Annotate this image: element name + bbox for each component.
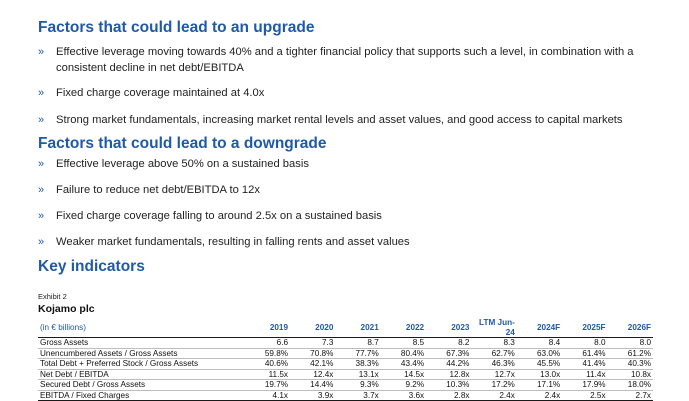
table-cell: 80.4% [381,348,426,359]
key-indicators-heading: Key indicators [38,258,145,275]
list-item: » Failure to reduce net debt/EBITDA to 12x [38,184,260,196]
table-cell: 12.8x [426,369,471,380]
bullet-chevron-icon: » [38,210,45,222]
table-cell: 6.6 [245,338,290,349]
table-cell: 77.7% [335,348,380,359]
bullet-chevron-icon: » [38,158,45,170]
column-header: 2023 [426,318,471,338]
table-cell: 12.7x [471,369,516,380]
table-cell: 46.3% [471,359,516,370]
upgrade-heading: Factors that could lead to an upgrade [38,19,315,36]
table-cell: 2.7x [608,390,653,401]
table-cell: 14.5x [381,369,426,380]
table-cell: 14.4% [290,380,335,391]
table-cell: 17.9% [562,380,607,391]
table-row [38,369,653,380]
table-cell: 61.2% [608,348,653,359]
table-cell: 2.4x [517,390,562,401]
table-cell: 2.4x [471,390,516,401]
table-cell: 38.3% [335,359,380,370]
table-cell: 40.6% [245,359,290,370]
list-item: » Fixed charge coverage maintained at 4.0x [38,87,265,99]
table-row [38,338,653,349]
table-cell: 18.0% [608,380,653,391]
row-label: Unencumbered Assets / Gross Assets [38,348,245,359]
column-header: 2024F [517,318,562,338]
unit-label: (in € billions) [38,318,245,338]
column-header: 2019 [245,318,290,338]
table-cell: 8.5 [381,338,426,349]
table-row [38,348,653,359]
list-item: » Effective leverage moving towards 40% and a tighter financial policy that supports such a level, in combination with a consistent decline in net debt/EBITDA [38,46,634,74]
list-item: » Fixed charge coverage falling to around 2.5x on a sustained basis [38,210,382,222]
table-cell: 9.3% [335,380,380,391]
table-cell: 44.2% [426,359,471,370]
column-header: 2022 [381,318,426,338]
table-cell: 11.5x [245,369,290,380]
table-cell: 10.8x [608,369,653,380]
row-label: Secured Debt / Gross Assets [38,380,245,391]
table-header-row [38,318,653,338]
table-row [38,390,653,401]
table-cell: 13.0x [517,369,562,380]
bullet-chevron-icon: » [38,236,45,248]
table-cell: 61.4% [562,348,607,359]
table-cell: 8.0 [562,338,607,349]
table-cell: 11.4x [562,369,607,380]
column-header: LTM Jun-24 [471,318,516,338]
table-cell: 45.5% [517,359,562,370]
row-label: Gross Assets [38,338,245,349]
table-cell: 3.9x [290,390,335,401]
table-cell: 17.2% [471,380,516,391]
upgrade-factors-list [38,44,668,128]
table-cell: 10.3% [426,380,471,391]
table-cell: 13.1x [335,369,380,380]
table-cell: 62.7% [471,348,516,359]
column-header: 2021 [335,318,380,338]
list-item: » Strong market fundamentals, increasing market rental levels and asset values, and good access to capital markets [38,114,623,126]
table-cell: 8.3 [471,338,516,349]
table-cell: 59.8% [245,348,290,359]
table-cell: 8.0 [608,338,653,349]
table-cell: 9.2% [381,380,426,391]
table-cell: 3.6x [381,390,426,401]
table-cell: 42.1% [290,359,335,370]
bullet-chevron-icon: » [38,114,45,126]
table-cell: 8.4 [517,338,562,349]
bullet-chevron-icon: » [38,87,45,99]
table-cell: 41.4% [562,359,607,370]
downgrade-factors-list [38,156,668,260]
column-header: 2025F [562,318,607,338]
row-label: Net Debt / EBITDA [38,369,245,380]
table-cell: 8.2 [426,338,471,349]
table-cell: 19.7% [245,380,290,391]
table-cell: 43.4% [381,359,426,370]
table-row [38,380,653,391]
column-header: 2026F [608,318,653,338]
company-name: Kojamo plc [38,303,95,315]
bullet-chevron-icon: » [38,46,45,58]
column-header: 2020 [290,318,335,338]
table-cell: 70.8% [290,348,335,359]
table-cell: 12.4x [290,369,335,380]
table-cell: 8.7 [335,338,380,349]
table-row [38,359,653,370]
row-label: Total Debt + Preferred Stock / Gross Assets [38,359,245,370]
table-cell: 4.1x [245,390,290,401]
key-indicators-table [38,318,653,401]
exhibit-label: Exhibit 2 [38,292,67,301]
table-cell: 2.5x [562,390,607,401]
row-label: EBITDA / Fixed Charges [38,390,245,401]
table-cell: 3.7x [335,390,380,401]
list-item: » Effective leverage above 50% on a sustained basis [38,158,309,170]
table-cell: 40.3% [608,359,653,370]
table-cell: 2.8x [426,390,471,401]
table-cell: 7.3 [290,338,335,349]
list-item: » Weaker market fundamentals, resulting in falling rents and asset values [38,236,410,248]
table-cell: 67.3% [426,348,471,359]
table-cell: 17.1% [517,380,562,391]
downgrade-heading: Factors that could lead to a downgrade [38,135,327,152]
table-cell: 63.0% [517,348,562,359]
bullet-chevron-icon: » [38,184,45,196]
